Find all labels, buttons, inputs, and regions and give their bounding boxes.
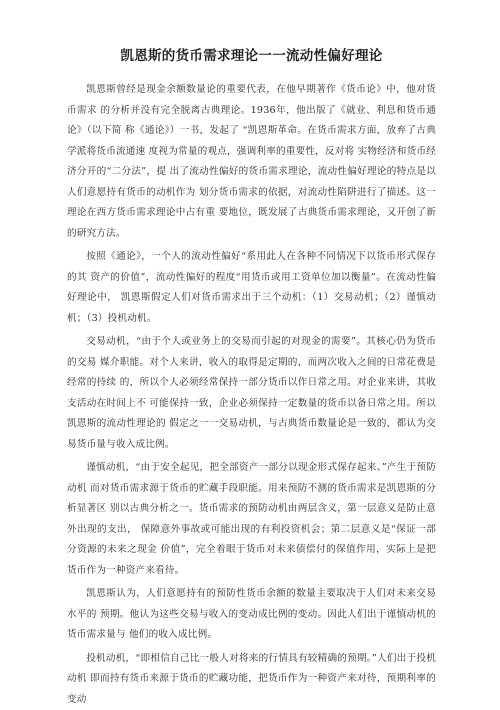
- paragraph-3: 交易动机，“由于个人或业务上的交易而引起的对现金的需要”。其核心仍为货币的交易 媒介职能。对个人来讲，收入的取得是定期的，而两次收入之间的日常花费是经常的持续 的，所以个人必须经常保持一部分货币以作日常之用。对企业来讲，其收支活动在时间上不 可能保持一致，企业必须保持一定数量的货币以备日常之用。所以凯恩斯的流动性理论的 假定之一一交易动机，与古典货币数量论是一致的，都认为交易货币量与收入成比例。: [67, 332, 436, 455]
- paragraph-1: 凯恩斯曾经是现金余额数量论的重要代表，在他早期著作《货币论》中，他对货币需求 的分析并没有完全脱离古典理论。1936年，他出版了《就业、利息和货币通论》（以下简 称《通论》）一书，发起了 “凯恩斯革命。在货币需求方面，放弃了古典学派将货币流通速 度视为常量的观点，强调利率的重要性，反对将 实物经济和货币经济分开的“二分法”，提 出了流动性偏好的货币需求理论，流动性偏好理论的特点是以人们意愿持有货币的动机作为 划分货币需求的依据，对流动性陷阱进行了描述。这一理论在西方货币需求理论中占有重 要地位，既发展了古典货币需求理论，又开创了新的研究方法。: [67, 80, 436, 244]
- page-title: 凯恩斯的货币需求理论一一流动性偏好理论: [67, 44, 436, 64]
- paragraph-4: 谨慎动机，“由于安全起见，把全部资产一部分以现金形式保存起来。”产生于预防动机 而对货币需求源于货币的贮藏手段职能。用来预防不测的货币需求是凯恩斯的分析显著区 别以古典分析之一。货币需求的预防动机由两层含义，第一层意义是防止意外出现的支出， 保障意外事故或可能出现的有利投资机会；第二层意义是“保证一部分资源的未来之现金 价值”，完全着眼于货币对未来债偿付的保值作用，实际上是把货币作为一种资产来看待。: [67, 458, 436, 581]
- paragraph-2: 按照《通论》，一个人的流动性偏好“系用此人在各种不同情况下以货币形式保存的其 资产的价值”，流动性偏好的程度“用货币或用工资单位加以衡量”。在流动性偏好理论中， 凯恩斯假定人们对货币需求出于三个动机：（1）交易动机；（2）谨慎动机；（3）投机动机。: [67, 247, 436, 329]
- paragraph-5: 凯恩斯认为，人们意愿持有的预防性货币余额的数量主要取决于人们对未来交易水平的 预期。他认为这些交易与收入的变动成比例的变动。因此人们出于谨慎动机的货币需求量与 他们的收入成比例。: [67, 584, 436, 646]
- paragraph-6: 投机动机，“即相信自己比一般人对将来的行情具有较精确的预期。”人们出于投机动机 即而持有货币来源于货币的贮藏功能，把货币作为一种资产来对待，预期利率的变动: [67, 649, 436, 710]
